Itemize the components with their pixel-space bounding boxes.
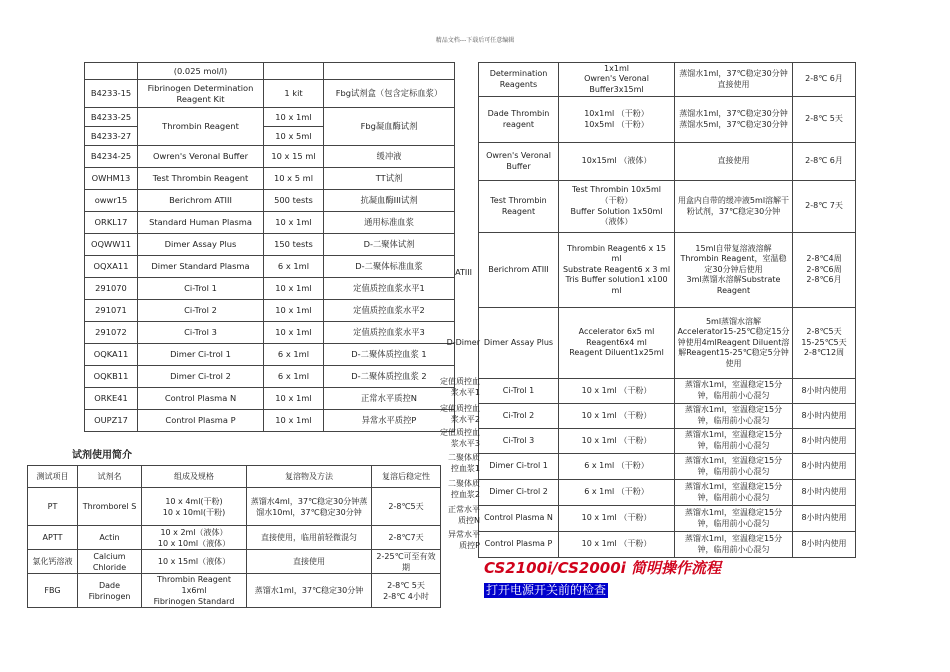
table-cell: 定值质控血浆水平2 <box>324 300 455 322</box>
table-cell: PT <box>28 488 78 526</box>
side-label-control-p: 异常水平质控P <box>448 530 480 550</box>
table-cell: 异常水平质控P <box>324 410 455 432</box>
table-cell: 蒸馏水1ml，室温稳定15分钟，临用前小心混匀 <box>675 480 793 506</box>
table-cell: OWHM13 <box>85 168 138 190</box>
table-cell: 直接使用 <box>675 143 793 181</box>
table-cell: 复溶物及方法 <box>247 466 372 488</box>
table-cell: Thrombin Reagent 1x6ml Fibrinogen Standard <box>142 574 247 608</box>
table-cell: OQWW11 <box>85 234 138 256</box>
table-cell: FBG <box>28 574 78 608</box>
table-cell: Dimer Assay Plus <box>138 234 264 256</box>
table-row <box>85 63 455 80</box>
table-cell: 6 x 1ml <box>264 256 324 278</box>
table-cell: 2-8℃ 7天 <box>793 181 856 233</box>
table-cell: 蒸馏水1ml，室温稳定15分钟，临用前小心混匀 <box>675 454 793 480</box>
table-cell: (0.025 mol/l) <box>138 63 264 80</box>
table-cell: 10 x 1ml （干粉） <box>559 532 675 558</box>
table-row <box>85 366 455 388</box>
table-cell: Dade Fibrinogen <box>78 574 142 608</box>
table-row <box>85 146 455 168</box>
table-cell <box>324 63 455 80</box>
table-cell: 2-8℃ 6月 <box>793 143 856 181</box>
table-cell: 蒸馏水1ml，室温稳定15分钟，临用前小心混匀 <box>675 532 793 558</box>
side-label-citrol1: 定值质控血浆水平1 <box>440 377 480 397</box>
table-cell: Dimer Assay Plus <box>479 308 559 379</box>
table-cell: 2-8℃5天 <box>372 488 441 526</box>
table-cell: Dade Thrombin reagent <box>479 97 559 143</box>
table-cell: Dimer Ci-trol 1 <box>479 454 559 480</box>
table-cell: 10 x 4ml(干粉) 10 x 10ml(干粉) <box>142 488 247 526</box>
table-cell: OQKB11 <box>85 366 138 388</box>
table-cell <box>264 63 324 80</box>
table-cell: 10 x 1ml （干粉） <box>559 404 675 429</box>
table-cell: 直接使用 <box>247 550 372 574</box>
table-row <box>28 488 441 526</box>
table-cell: Ci-Trol 3 <box>479 429 559 454</box>
table-cell: Actin <box>78 526 142 550</box>
table-cell: 8小时内使用 <box>793 532 856 558</box>
table-cell: 试剂名 <box>78 466 142 488</box>
side-label-dimer-citrol2: 二聚体质控血浆2 <box>448 479 480 499</box>
table-row <box>85 300 455 322</box>
table-cell: Determination Reagents <box>479 63 559 97</box>
table-cell: 291072 <box>85 322 138 344</box>
table-cell: OQKA11 <box>85 344 138 366</box>
table-row <box>28 574 441 608</box>
table-row <box>85 212 455 234</box>
table-cell: D-二聚体试剂 <box>324 234 455 256</box>
table-cell: 组成及规格 <box>142 466 247 488</box>
side-label-atiii: ATIII <box>455 268 472 277</box>
table-cell: 150 tests <box>264 234 324 256</box>
table-cell: 蒸馏水1ml，室温稳定15分钟，临用前小心混匀 <box>675 379 793 404</box>
table-cell: Thromborel S <box>78 488 142 526</box>
table-cell: OUPZ17 <box>85 410 138 432</box>
table-cell: Dimer Standard Plasma <box>138 256 264 278</box>
table-cell: ORKL17 <box>85 212 138 234</box>
section-title: 试剂使用简介 <box>72 450 132 461</box>
table-cell: ORKE41 <box>85 388 138 410</box>
table-cell: 8小时内使用 <box>793 454 856 480</box>
table-cell: 10 x 1ml <box>264 388 324 410</box>
table-cell: Control Plasma N <box>479 506 559 532</box>
table-cell: 10 x 1ml <box>264 322 324 344</box>
table-cell: 291070 <box>85 278 138 300</box>
table-cell: Owren's Veronal Buffer <box>479 143 559 181</box>
table-cell: 10 x 2ml（液体） 10 x 10ml（液体） <box>142 526 247 550</box>
table-cell: Test Thrombin Reagent <box>479 181 559 233</box>
table-cell: Berichrom ATIII <box>479 233 559 308</box>
table-cell: Owren's Veronal Buffer <box>138 146 264 168</box>
table-cell: Fbg凝血酶试剂 <box>324 108 455 146</box>
table-row <box>85 344 455 366</box>
table-cell: 10 x 15 ml <box>264 146 324 168</box>
table-row <box>85 168 455 190</box>
table-cell: Test Thrombin Reagent <box>138 168 264 190</box>
table-cell: 直接使用，临用前轻微混匀 <box>247 526 372 550</box>
table-cell: B4233-15 <box>85 80 138 108</box>
table-cell: B4234-25 <box>85 146 138 168</box>
table-cell: 2-8℃ 5天 <box>793 97 856 143</box>
table-row <box>85 234 455 256</box>
table-cell: Dimer Ci-trol 1 <box>138 344 264 366</box>
table-cell: 291071 <box>85 300 138 322</box>
table-cell: 10 x 1ml （干粉） <box>559 506 675 532</box>
table-cell: Control Plasma N <box>138 388 264 410</box>
table-row <box>479 532 856 558</box>
table-cell: 10 x 1ml <box>264 108 324 127</box>
table-cell: Ci-Trol 1 <box>479 379 559 404</box>
table-row <box>479 480 856 506</box>
table-cell: Fbg试剂盒（包含定标血浆） <box>324 80 455 108</box>
table-row <box>479 379 856 404</box>
table-cell: OQXA11 <box>85 256 138 278</box>
table-cell: 复溶后稳定性 <box>372 466 441 488</box>
table-cell: owwr15 <box>85 190 138 212</box>
table-cell: 10 x 1ml <box>264 410 324 432</box>
table-header-row <box>28 466 441 488</box>
table-cell: Accelerator 6x5 ml Reagent6x4 ml Reagent Diluent1x25ml <box>559 308 675 379</box>
table-row <box>479 97 856 143</box>
table-cell: Ci-Trol 2 <box>138 300 264 322</box>
table-cell: 10 x 1ml <box>264 300 324 322</box>
table-row <box>479 308 856 379</box>
table-cell: 10 x 15ml（液体） <box>142 550 247 574</box>
procedure-title: CS2100i/CS2000i 简明操作流程 <box>484 559 722 577</box>
table-cell: 8小时内使用 <box>793 429 856 454</box>
table-row <box>479 429 856 454</box>
table-cell: 蒸馏水1ml，室温稳定15分钟，临用前小心混匀 <box>675 429 793 454</box>
side-label-dimer-citrol1: 二聚体质控血浆1 <box>448 453 480 473</box>
table-cell: 6 x 1ml <box>264 344 324 366</box>
table-cell: 10 x 1ml （干粉） <box>559 379 675 404</box>
table-cell: 8小时内使用 <box>793 404 856 429</box>
table-cell: 10 x 5ml <box>264 127 324 146</box>
table-row <box>85 256 455 278</box>
table-row <box>85 322 455 344</box>
table-cell: 抗凝血酶III试剂 <box>324 190 455 212</box>
table-cell: 通用标准血浆 <box>324 212 455 234</box>
table-cell: 蒸馏水1ml，37℃稳定30分钟 蒸馏水5ml，37℃稳定30分钟 <box>675 97 793 143</box>
side-label-citrol2: 定值质控血浆水平2 <box>440 404 480 424</box>
table-cell: 2-8℃4周 2-8℃6周 2-8℃6月 <box>793 233 856 308</box>
table-cell: 5ml蒸馏水溶解Accelerator15-25℃稳定15分钟使用4mlReagent Diluent溶解Reagent15-25℃稳定5分钟使用 <box>675 308 793 379</box>
table-cell: Dimer Ci-trol 2 <box>138 366 264 388</box>
table-cell: TT试剂 <box>324 168 455 190</box>
table-cell: 8小时内使用 <box>793 480 856 506</box>
page-header: 精品文档---下载后可任意编辑 <box>435 37 515 44</box>
table-cell: 10 x 1ml <box>264 278 324 300</box>
table-cell: Test Thrombin 10x5ml （干粉） Buffer Solution 1x50ml （液体） <box>559 181 675 233</box>
table-cell: Control Plasma P <box>479 532 559 558</box>
table-cell: 2-8℃7天 <box>372 526 441 550</box>
table-cell: 缓冲液 <box>324 146 455 168</box>
table-cell: 1 kit <box>264 80 324 108</box>
reagent-usage-table <box>27 465 441 608</box>
table-cell: 10 x 5 ml <box>264 168 324 190</box>
table-cell: Thrombin Reagent <box>138 108 264 146</box>
table-row <box>479 506 856 532</box>
table-cell: 15ml自带复溶液溶解Thrombin Reagent，室温稳定30分钟后使用 3ml蒸馏水溶解Substrate Reagent <box>675 233 793 308</box>
table-row <box>85 80 455 108</box>
table-row <box>85 388 455 410</box>
reconstitution-table <box>478 62 856 558</box>
table-row <box>479 233 856 308</box>
table-cell: APTT <box>28 526 78 550</box>
table-cell: 用盒内自带的缓冲液5ml溶解干粉试剂，37℃稳定30分钟 <box>675 181 793 233</box>
table-row <box>85 108 455 127</box>
table-cell: Berichrom ATIII <box>138 190 264 212</box>
table-cell: 正常水平质控N <box>324 388 455 410</box>
table-cell: 500 tests <box>264 190 324 212</box>
table-cell: Thrombin Reagent6 x 15 ml Substrate Reagent6 x 3 ml Tris Buffer solution1 x100 ml <box>559 233 675 308</box>
check-subtitle: 打开电源开关前的检查 <box>486 583 607 597</box>
table-row <box>479 63 856 97</box>
table-row <box>479 143 856 181</box>
table-cell: Control Plasma P <box>138 410 264 432</box>
table-cell: 蒸馏水4ml，37℃稳定30分钟蒸馏水10ml，37℃稳定30分钟 <box>247 488 372 526</box>
table-cell: 6 x 1ml <box>264 366 324 388</box>
table-row <box>28 550 441 574</box>
reagent-catalog-table <box>84 62 455 432</box>
table-cell: 氯化钙溶液 <box>28 550 78 574</box>
table-cell: 10x1ml （干粉） 10x5ml （干粉） <box>559 97 675 143</box>
table-cell: 6 x 1ml （干粉） <box>559 454 675 480</box>
table-cell: 8小时内使用 <box>793 506 856 532</box>
table-cell: 2-8℃5天 15-25℃5天 2-8℃12周 <box>793 308 856 379</box>
table-cell: 2-25℃可至有效期 <box>372 550 441 574</box>
table-cell: Dimer Ci-trol 2 <box>479 480 559 506</box>
table-cell: 1x1ml Owren's Veronal Buffer3x15ml <box>559 63 675 97</box>
table-row <box>85 190 455 212</box>
table-cell: 蒸馏水1ml，37℃稳定30分钟 <box>247 574 372 608</box>
table-cell: 2-8℃ 6月 <box>793 63 856 97</box>
table-cell: 测试项目 <box>28 466 78 488</box>
table-cell: Fibrinogen Determination Reagent Kit <box>138 80 264 108</box>
table-cell: 蒸馏水1ml，室温稳定15分钟，临用前小心混匀 <box>675 506 793 532</box>
table-row <box>28 526 441 550</box>
table-cell: 2-8℃ 5天 2-8℃ 4小时 <box>372 574 441 608</box>
table-row <box>85 410 455 432</box>
side-label-ddimer: D-Dimer <box>446 338 480 347</box>
table-cell: Ci-Trol 3 <box>138 322 264 344</box>
table-row <box>479 454 856 480</box>
table-row <box>479 181 856 233</box>
side-label-citrol3: 定值质控血浆水平3 <box>440 428 480 448</box>
table-cell: 10x15ml （液体） <box>559 143 675 181</box>
table-cell: 8小时内使用 <box>793 379 856 404</box>
table-cell: B4233-27 <box>85 127 138 146</box>
table-cell <box>85 63 138 80</box>
table-cell: 6 x 1ml （干粉） <box>559 480 675 506</box>
table-cell: D-二聚体质控血浆 2 <box>324 366 455 388</box>
table-cell: 蒸馏水1ml，37℃稳定30分钟 直接使用 <box>675 63 793 97</box>
table-cell: Standard Human Plasma <box>138 212 264 234</box>
table-cell: D-二聚体质控血浆 1 <box>324 344 455 366</box>
table-row <box>85 278 455 300</box>
table-cell: Ci-Trol 1 <box>138 278 264 300</box>
side-label-control-n: 正常水平质控N <box>448 505 480 525</box>
table-cell: 蒸馏水1ml，室温稳定15分钟，临用前小心混匀 <box>675 404 793 429</box>
table-cell: Calcium Chloride <box>78 550 142 574</box>
table-cell: D-二聚体标准血浆 <box>324 256 455 278</box>
table-cell: 10 x 1ml <box>264 212 324 234</box>
table-cell: 定值质控血浆水平3 <box>324 322 455 344</box>
table-cell: B4233-25 <box>85 108 138 127</box>
table-cell: 定值质控血浆水平1 <box>324 278 455 300</box>
table-cell: Ci-Trol 2 <box>479 404 559 429</box>
table-cell: 10 x 1ml （干粉） <box>559 429 675 454</box>
table-row <box>479 404 856 429</box>
